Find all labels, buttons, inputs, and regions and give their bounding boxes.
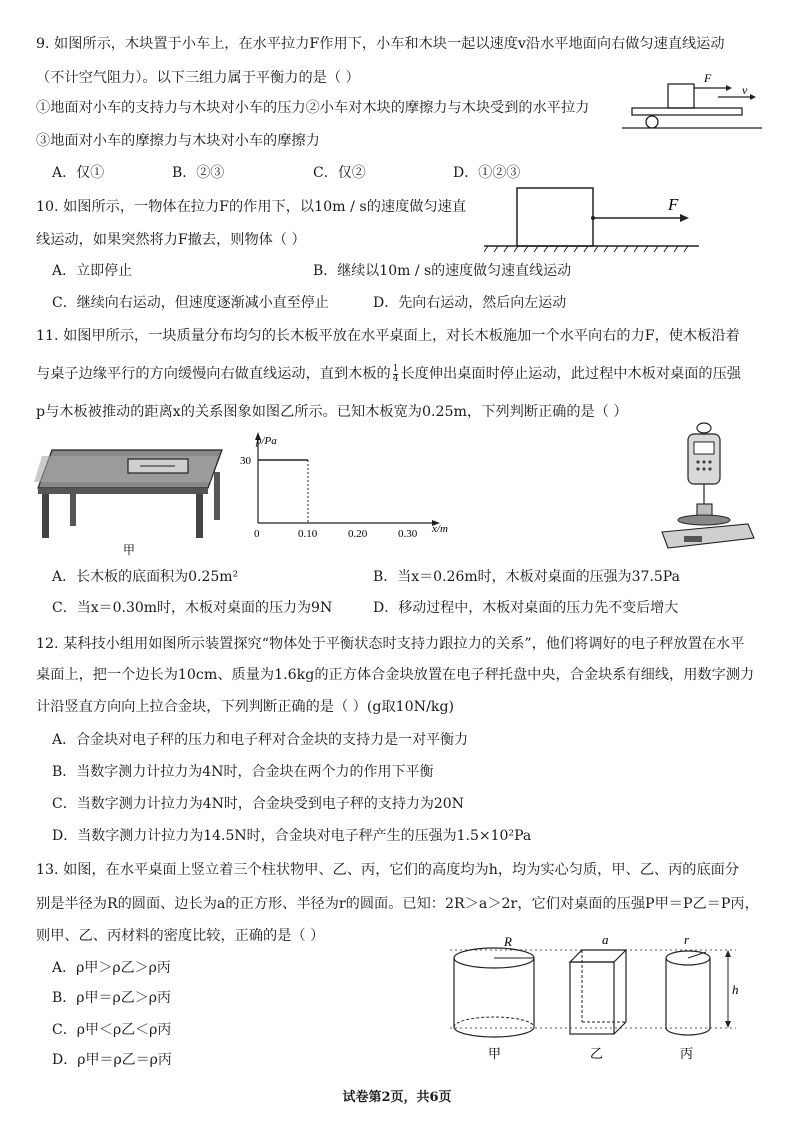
- velocity-arrow-head: [750, 94, 756, 100]
- table-leg: [42, 494, 49, 538]
- cart-body: [632, 108, 742, 115]
- q10-option-d: D．先向右运动，然后向左运动: [373, 295, 567, 311]
- q13-option-c: C．ρ甲＜ρ乙＜ρ丙: [52, 1022, 172, 1038]
- q12-stem-line3: 计沿竖直方向向上拉合金块，下列判断正确的是（ ）(g取10N/kg): [36, 699, 455, 715]
- force-arrow-head: [726, 85, 732, 91]
- ground-hatch: [484, 246, 688, 252]
- x-tick-label: 0.30: [398, 528, 418, 540]
- q11-option-a: A．长木板的底面积为0.25m²: [52, 569, 239, 585]
- cylinder-bing: [666, 951, 710, 1035]
- scale-tray: [678, 515, 730, 525]
- q13-option-a: A．ρ甲＞ρ乙＞ρ丙: [52, 960, 171, 976]
- y-axis-label: p/Pa: [256, 435, 277, 447]
- x-tick-label: 0: [254, 528, 260, 540]
- figure-caption: 甲: [123, 543, 136, 557]
- q9-stem-line2: （不计空气阻力）。以下三组力属于平衡力的是（ ）: [36, 70, 360, 86]
- electronic-scale: [662, 524, 754, 548]
- label-jia: 甲: [488, 1047, 502, 1062]
- q10-option-c: C．继续向右运动，但速度逐渐减小直至停止: [52, 295, 329, 311]
- wood-block: [668, 84, 694, 108]
- q10-block-figure: [484, 182, 706, 254]
- label-r: r: [684, 932, 690, 947]
- q11-stem-line3: p与木板被推动的距离x的关系图象如图乙所示。已知木板宽为0.25m，下列判断正确的是（ ）: [36, 404, 628, 420]
- q10-stem-line1: 10. 如图所示，一物体在拉力F的作用下，以10m / s的速度做匀速直: [36, 199, 467, 215]
- q13-option-d: D．ρ甲＝ρ乙＝ρ丙: [52, 1052, 172, 1068]
- label-bing: 丙: [680, 1047, 694, 1062]
- q13-stem-line3: 则甲、乙、丙材料的密度比较，正确的是（ ）: [36, 928, 325, 944]
- q11-stem-line2b: 长度伸出桌面时停止运动，此过程中木板对桌面的压强: [400, 366, 741, 382]
- table-leg: [214, 472, 220, 520]
- q9-option-c: C．仅②: [313, 165, 366, 181]
- scale-display: [684, 536, 702, 542]
- q11-option-c: C．当x＝0.30m时，木板对桌面的压力为9N: [52, 600, 333, 616]
- q13-stem-line1: 13. 如图，在水平桌面上竖立着三个柱状物甲、乙、丙，它们的高度均为h，均为实心匀质，甲、乙、丙的底面分: [36, 862, 740, 878]
- q11-stem-line2: [36, 364, 741, 384]
- meter-display: [694, 442, 714, 454]
- q12-option-b: B．当数字测力计拉力为4N时，合金块在两个力的作用下平衡: [52, 764, 434, 780]
- label-a: a: [602, 932, 609, 947]
- table-edge: [38, 488, 208, 494]
- q10-option-a: A．立即停止: [52, 263, 133, 279]
- q11-pressure-chart: [234, 430, 454, 542]
- q12-option-c: C．当数字测力计拉力为4N时，合金块受到电子秤的支持力为20N: [52, 796, 464, 812]
- q13-option-b: B．ρ甲＝ρ乙＞ρ丙: [52, 990, 171, 1006]
- q11-option-d: D．移动过程中，木板对桌面的压力先不变后增大: [373, 600, 679, 616]
- cart-wheel: [646, 116, 658, 128]
- hanger-ring: [697, 423, 711, 433]
- fraction-numerator: 1: [392, 363, 399, 374]
- q13-cylinders-figure: [440, 928, 750, 1068]
- velocity-label: v: [742, 83, 748, 97]
- height-arrow-top: [725, 950, 731, 957]
- height-arrow-bottom: [725, 1021, 731, 1028]
- q12-option-d: D．当数字测力计拉力为14.5N时，合金块对电子秤产生的压强为1.5×10²Pa: [52, 828, 532, 844]
- q11-fraction: [393, 365, 399, 384]
- q11-table-figure: [30, 442, 230, 560]
- table-leg: [196, 494, 203, 538]
- q9-option-b: B．②③: [172, 165, 225, 181]
- chart-marks: [240, 455, 418, 540]
- table-leg: [70, 492, 76, 526]
- block: [517, 188, 593, 246]
- q9-stem-line3: ①地面对小车的支持力与木块对小车的压力②小车对木块的摩擦力与木块受到的水平拉力: [36, 100, 590, 116]
- force-label: F: [668, 195, 679, 214]
- q13-stem-line2: 别是半径为R的圆面、边长为a的正方形、半径为r的圆面。已知：2R＞a＞2r，它们对桌面的压强P甲＝P乙＝P丙，: [36, 896, 759, 912]
- x-axis-label: x/m: [432, 523, 448, 535]
- q11-stem-line1: 11. 如图甲所示，一块质量分布均匀的长木板平放在水平桌面上，对长木板施加一个水平向右的力F，使木板沿着: [36, 328, 740, 344]
- q9-stem-line1: 9. 如图所示，木块置于小车上，在水平拉力F作用下，小车和木块一起以速度v沿水平地面向右做匀速直线运动: [36, 36, 725, 52]
- cuboid-yi: [570, 950, 626, 1034]
- y-tick-label: 30: [240, 455, 251, 467]
- q9-option-d: D．①②③: [453, 165, 521, 181]
- q10-option-b: B．继续以10m / s的速度做匀速直线运动: [313, 263, 572, 279]
- cylinder-jia: [454, 948, 534, 1037]
- q9-cart-figure: [622, 64, 772, 134]
- q9-option-a: A．仅①: [52, 165, 105, 181]
- table-texture: [34, 456, 218, 482]
- q9-stem-line4: ③地面对小车的摩擦力与木块对小车的摩擦力: [36, 133, 320, 149]
- label-R: R: [504, 934, 512, 949]
- force-arrow-head: [680, 214, 689, 222]
- q12-stem-line1: 12. 某科技小组用如图所示装置探究“物体处于平衡状态时支持力跟拉力的关系”，他们将调好的电子秤放置在水平: [36, 636, 745, 652]
- page-footer: 试卷第2页，共6页: [342, 1090, 452, 1105]
- q12-stem-line2: 桌面上，把一个边长为10cm、质量为1.6kg的正方体合金块放置在电子秤托盘中央，合金块系有细线，用数字测力: [36, 667, 755, 683]
- x-tick-label: 0.10: [298, 528, 318, 540]
- fraction-denominator: 4: [392, 373, 399, 384]
- q10-stem-line2: 线运动，如果突然将力F撤去，则物体（ ）: [36, 232, 306, 248]
- x-tick-label: 0.20: [348, 528, 368, 540]
- q12-option-a: A．合金块对电子秤的压力和电子秤对合金块的支持力是一对平衡力: [52, 732, 469, 748]
- label-h: h: [732, 982, 739, 997]
- q11-stem-line2a: 与桌子边缘平行的方向缓慢向右做直线运动，直到木板的: [36, 366, 391, 382]
- force-label: F: [704, 71, 712, 85]
- q11-option-b: B．当x＝0.26m时，木板对桌面的压强为37.5Pa: [373, 569, 680, 585]
- label-yi: 乙: [590, 1047, 604, 1062]
- q12-apparatus-figure: [652, 420, 772, 560]
